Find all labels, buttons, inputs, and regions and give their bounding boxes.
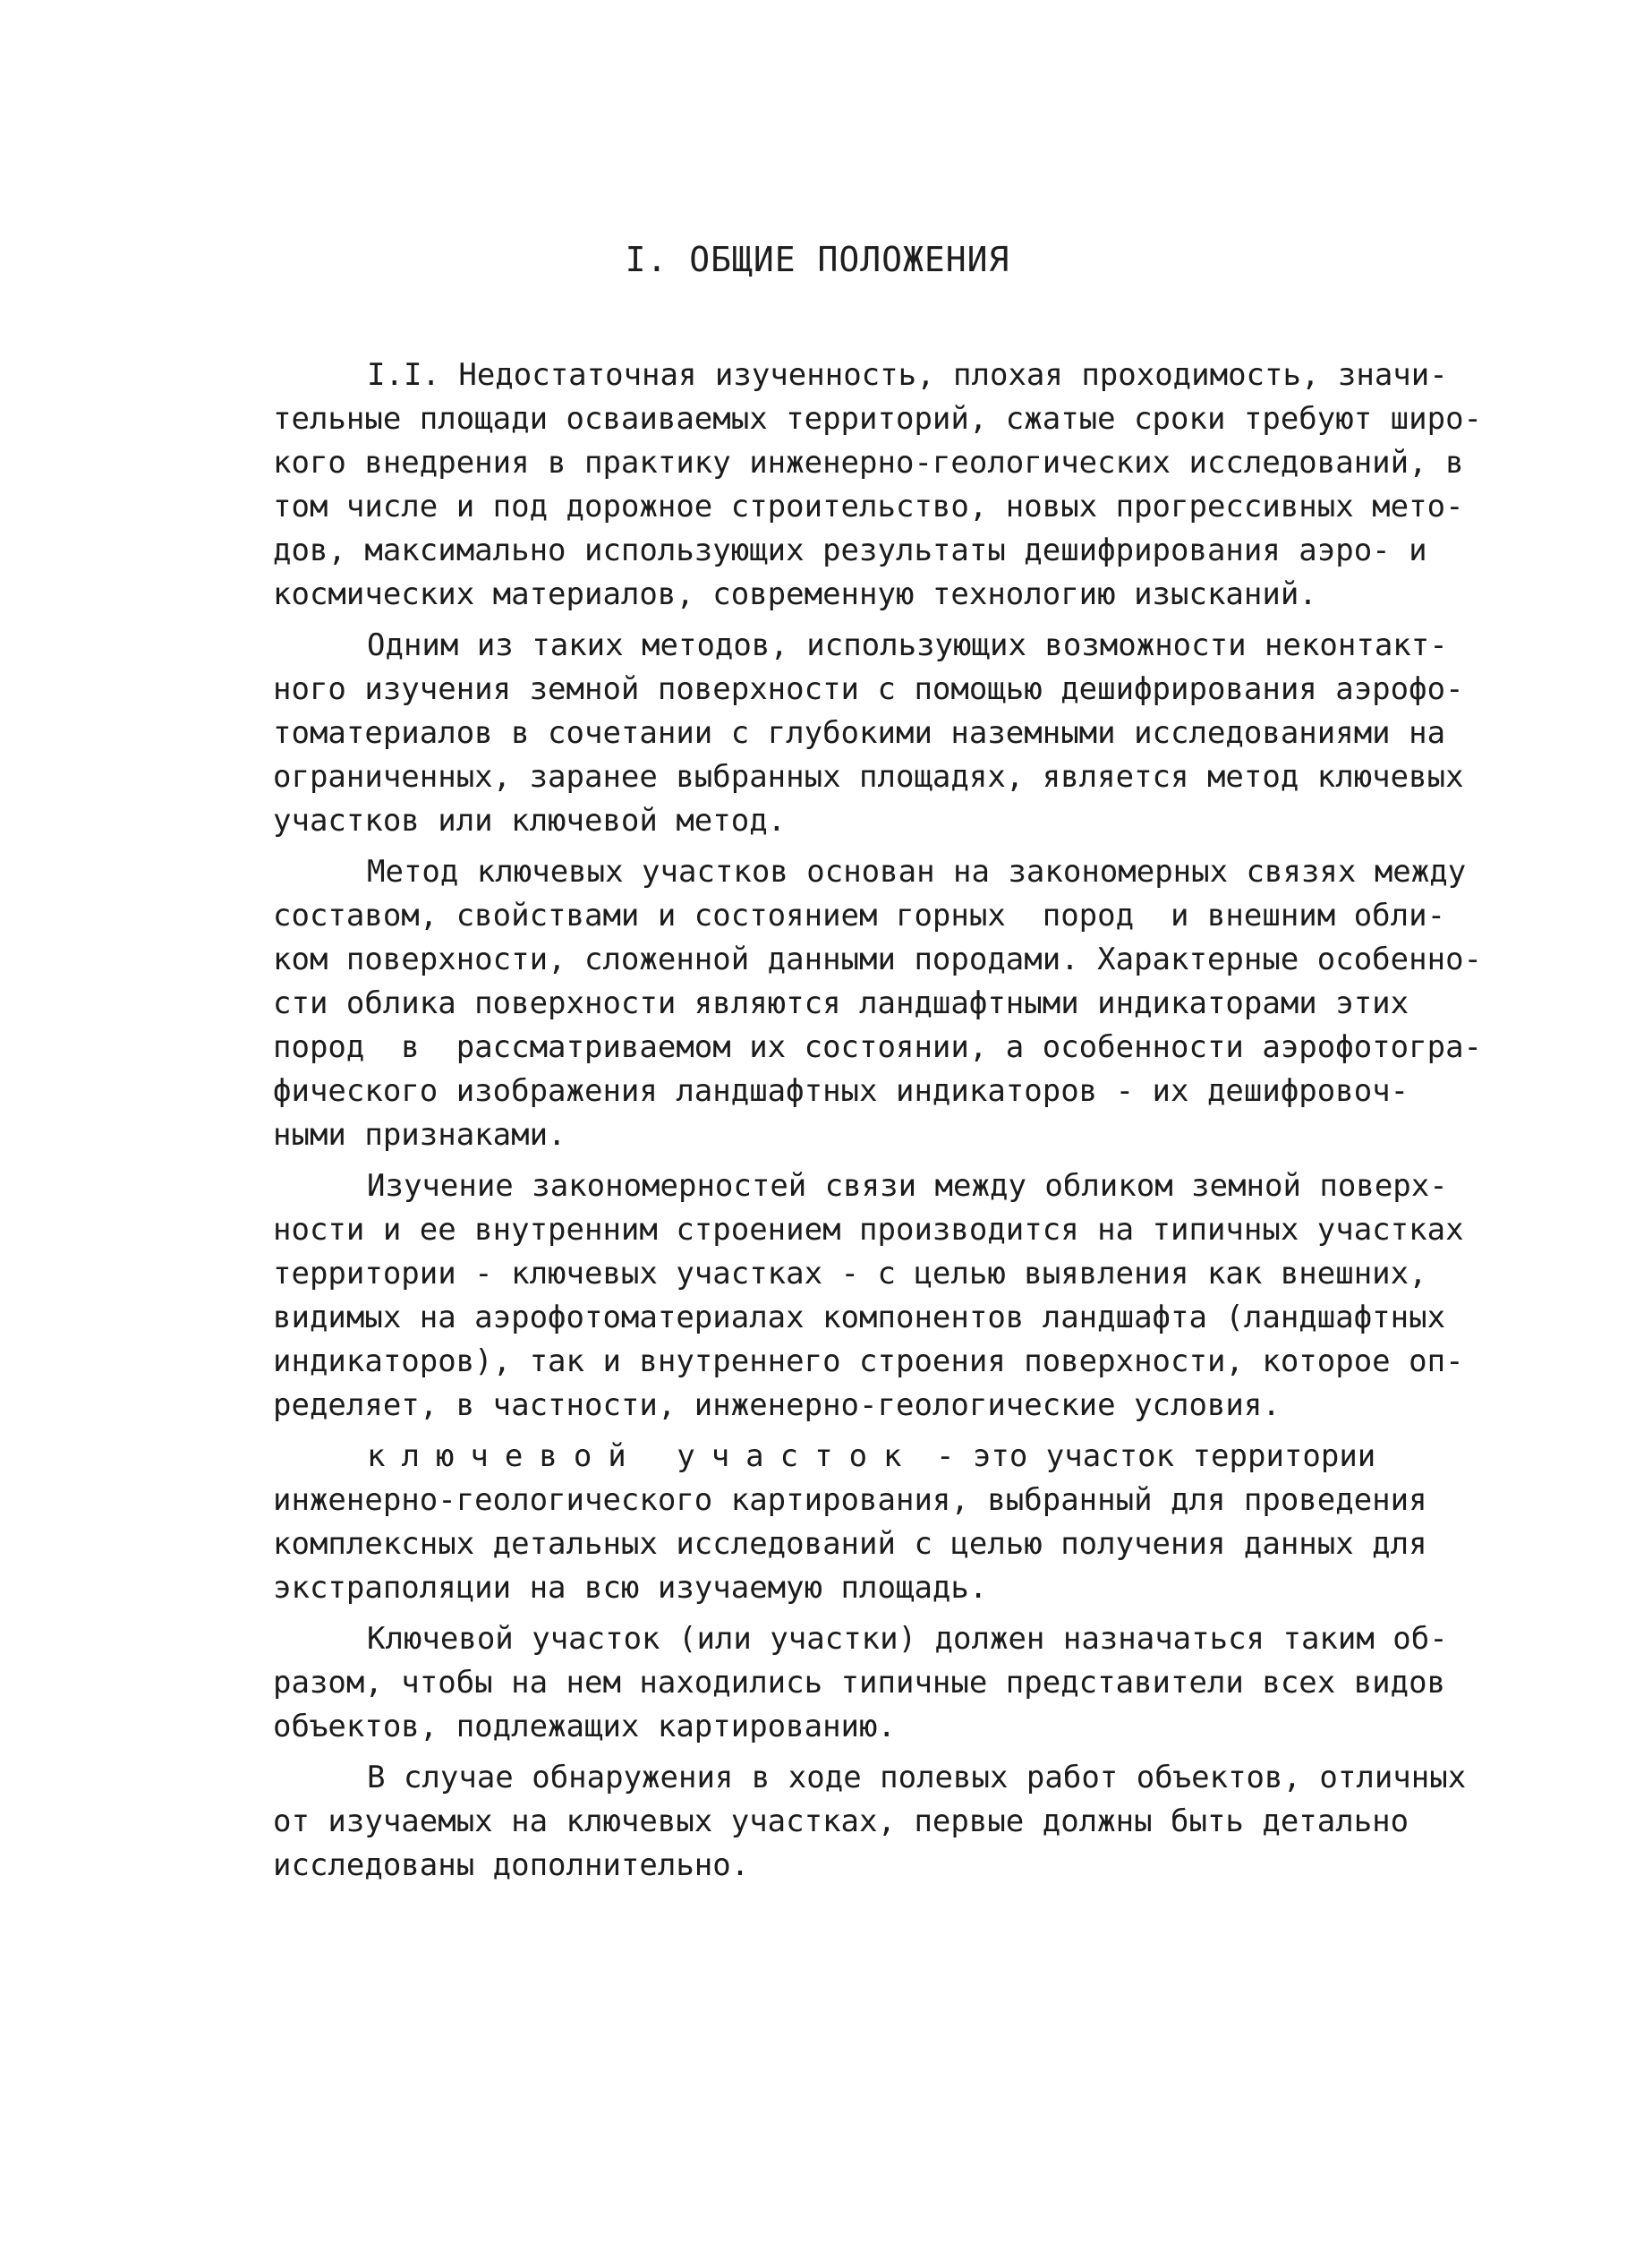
- text-line: Метод ключевых участков основан на закономерных связях между: [367, 854, 1467, 890]
- text-line: Ключевой участок (или участки) должен назначаться таким об-: [367, 1621, 1448, 1657]
- text-line: ными признаками.: [273, 1117, 566, 1153]
- key-term-definition: - это участок территории: [917, 1438, 1376, 1474]
- text-line: составом, свойствами и состоянием горных пород и внешним обли-: [273, 898, 1446, 934]
- text-line: космических материалов, современную технологию изысканий.: [273, 576, 1317, 612]
- text-line: дов, максимально использующих результаты дешифрирования аэро- и: [273, 533, 1427, 568]
- text-line: индикаторов), так и внутреннего строения поверхности, которое оп-: [273, 1343, 1464, 1379]
- text-line: ределяет, в частности, инженерно-геологические условия.: [273, 1387, 1281, 1423]
- text-line: Изучение закономерностей связи между обликом земной поверх-: [367, 1168, 1448, 1204]
- key-term: ключевой участок: [367, 1438, 918, 1474]
- text-line: тельные площади осваиваемых территорий, сжатые сроки требуют широ-: [273, 401, 1483, 437]
- text-line: объектов, подлежащих картированию.: [273, 1709, 896, 1744]
- text-line: пород в рассматриваемом их состоянии, а особенности аэрофотогра-: [273, 1029, 1483, 1065]
- text-line: В случае обнаружения в ходе полевых работ объектов, отличных: [367, 1760, 1467, 1795]
- section-title: I. ОБЩИЕ ПОЛОЖЕНИЯ: [625, 240, 1010, 279]
- text-line: томатериалов в сочетании с глубокими наземными исследованиями на: [273, 715, 1446, 751]
- text-line: I.I. Недостаточная изученность, плохая проходимость, значи-: [367, 357, 1448, 393]
- text-line: ного изучения земной поверхности с помощью дешифрирования аэрофо-: [273, 671, 1464, 707]
- text-line: сти облика поверхности являются ландшафтными индикаторами этих: [273, 985, 1409, 1021]
- body-text: [273, 354, 1483, 1888]
- text-line: исследованы дополнительно.: [273, 1847, 750, 1883]
- paragraphs-block-1: [273, 354, 1483, 1428]
- text-line: разом, чтобы на нем находились типичные представители всех видов: [273, 1665, 1446, 1701]
- text-line: кого внедрения в практику инженерно-геологических исследований, в: [273, 445, 1464, 481]
- text-line: экстраполяции на всю изучаемую площадь.: [273, 1570, 988, 1606]
- text-line: от изучаемых на ключевых участках, первые должны быть детально: [273, 1803, 1409, 1839]
- text-line: ком поверхности, сложенной данными породами. Характерные особенно-: [273, 942, 1483, 977]
- text-line: комплексных детальных исследований с целью получения данных для: [273, 1526, 1427, 1562]
- text-line: территории - ключевых участках - с целью выявления как внешних,: [273, 1256, 1427, 1292]
- text-line: фического изображения ландшафтных индикаторов - их дешифровоч-: [273, 1073, 1409, 1109]
- text-line: ности и ее внутренним строением производится на типичных участках: [273, 1212, 1464, 1248]
- text-line: том числе и под дорожное строительство, новых прогрессивных мето-: [273, 489, 1464, 524]
- text-line: участков или ключевой метод.: [273, 803, 787, 839]
- text-line: Одним из таких методов, использующих возможности неконтакт-: [367, 627, 1448, 663]
- paragraphs-block-2: [273, 1479, 1467, 1888]
- text-line: инженерно-геологического картирования, выбранный для проведения: [273, 1482, 1427, 1518]
- text-line: видимых на аэрофотоматериалах компонентов ландшафта (ландшафтных: [273, 1300, 1446, 1335]
- key-term-line: [273, 1435, 1463, 1479]
- text-line: ограниченных, заранее выбранных площадях, является метод ключевых: [273, 759, 1464, 795]
